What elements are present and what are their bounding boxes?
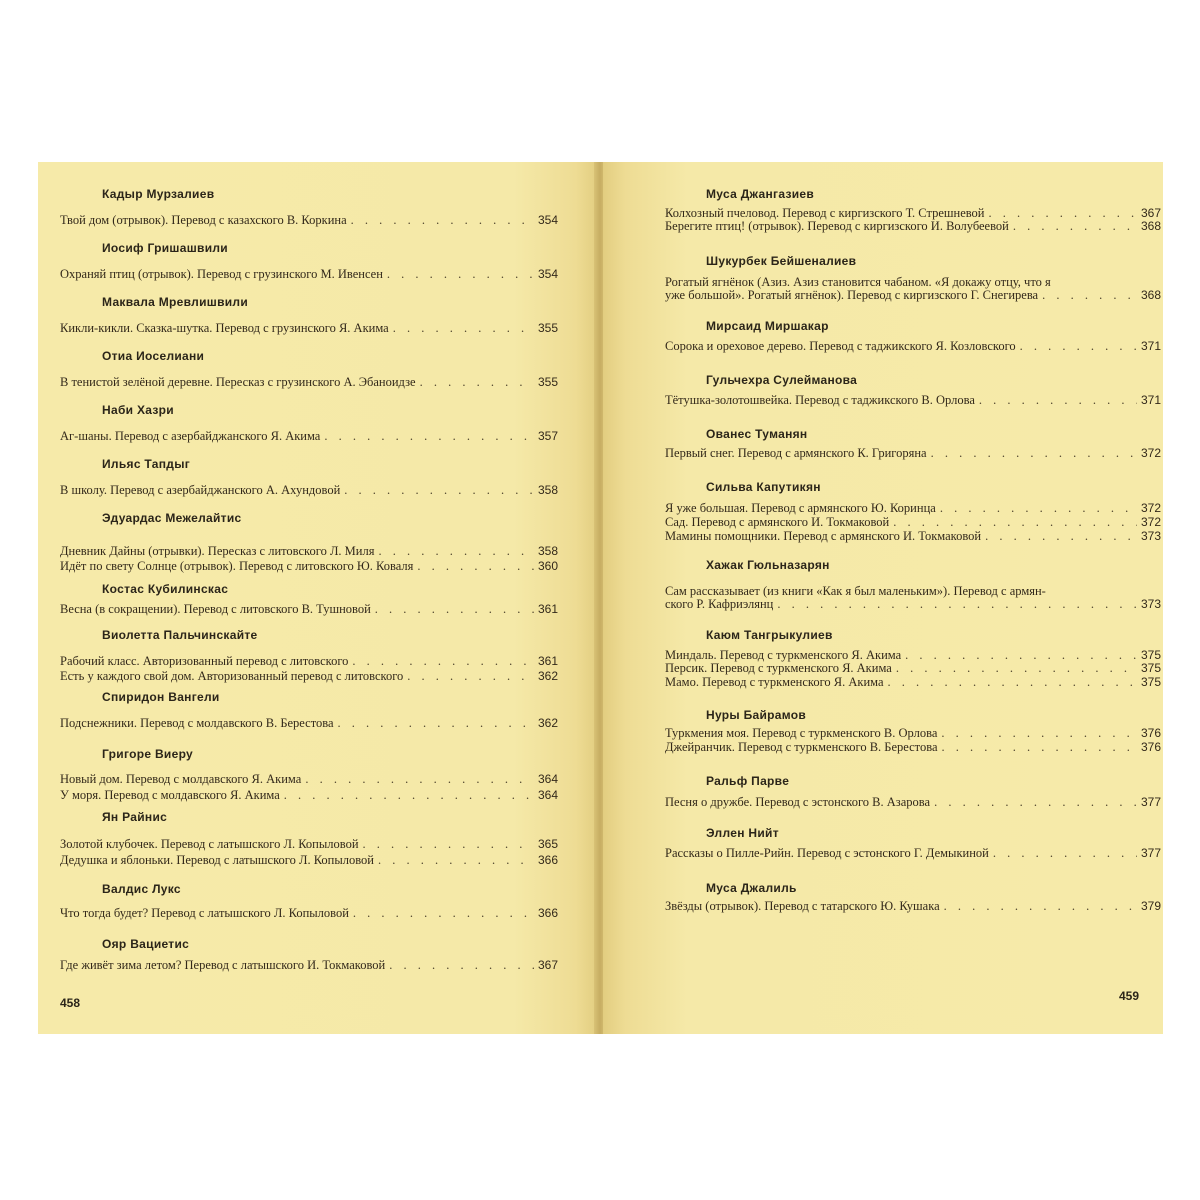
toc-entry [60,907,558,920]
dot-leader [393,322,534,335]
toc-entry [665,530,1161,543]
author-name: Григоре Виеру [102,747,194,761]
dot-leader [905,649,1137,662]
dot-leader [284,789,534,802]
dot-leader [387,268,534,281]
author-name: Отиа Иоселиани [102,349,205,363]
author-name: Иосиф Гришашвили [102,241,228,255]
toc-entry [60,854,558,867]
entry-title: Миндаль. Перевод с туркменского Я. Акима [665,648,902,662]
entry-title: Охраняй птиц (отрывок). Перевод с грузинского М. Ивенсен [60,267,383,281]
author-name: Виолетта Пальчинскайте [102,628,258,642]
entry-title: Сам рассказывает (из книги «Как я был маленьким»). Перевод с армян- [665,584,1046,598]
author-name: Эллен Нийт [706,826,779,840]
toc-entry [60,376,558,389]
entry-page-number: 358 [537,544,558,558]
entry-title: Мамо. Перевод с туркменского Я. Акима [665,675,884,689]
dot-leader [389,959,534,972]
toc-entry [665,676,1161,689]
dot-leader [417,560,534,573]
author-name: Наби Хазри [102,403,174,417]
dot-leader [375,603,534,616]
entry-title: Есть у каждого свой дом. Авторизованный перевод с литовского [60,669,404,683]
entry-title: Туркмения моя. Перевод с туркменского В. Орлова [665,726,938,740]
dot-leader [934,796,1137,809]
toc-entry [665,741,1161,754]
entry-page-number: 377 [1140,795,1161,809]
entry-page-number: 372 [1140,501,1161,515]
entry-title: Идёт по свету Солнце (отрывок). Перевод с литовского Ю. Коваля [60,559,414,573]
toc-entry [60,717,558,730]
dot-leader [1020,340,1137,353]
toc-entry [60,268,558,281]
author-name: Эдуардас Межелайтис [102,511,242,525]
entry-page-number: 372 [1140,446,1161,460]
entry-page-number: 361 [537,654,558,668]
entry-title: Песня о дружбе. Перевод с эстонского В. Азарова [665,795,931,809]
entry-page-number: 376 [1140,726,1161,740]
entry-title: Твой дом (отрывок). Перевод с казахского В. Коркина [60,213,347,227]
entry-title: уже большой». Рогатый ягнёнок). Перевод с киргизского Г. Снегирева [665,288,1039,302]
dot-leader [1042,289,1137,302]
entry-page-number: 354 [537,213,558,227]
page-number: 459 [1119,989,1140,1003]
entry-page-number: 371 [1140,393,1161,407]
entry-title: Персик. Перевод с туркменского Я. Акима [665,661,892,675]
dot-leader [407,670,534,683]
dot-leader [888,676,1137,689]
entry-title: Сад. Перевод с армянского И. Токмаковой [665,515,890,529]
entry-title: Что тогда будет? Перевод с латышского Л. Копыловой [60,906,349,920]
toc-entry [665,502,1161,515]
author-name: Гульчехра Сулейманова [706,373,858,387]
entry-page-number: 360 [537,559,558,573]
left-page [38,162,598,1034]
toc-entry [60,959,558,972]
entry-page-number: 358 [537,483,558,497]
entry-page-number: 372 [1140,515,1161,529]
entry-page-number: 368 [1140,219,1161,233]
dot-leader [353,907,534,920]
dot-leader [896,662,1137,675]
entry-title: Весна (в сокращении). Перевод с литовского В. Тушновой [60,602,371,616]
entry-title: Новый дом. Перевод с молдавского Я. Акима [60,772,302,786]
dot-leader [942,741,1137,754]
dot-leader [352,655,534,668]
dot-leader [944,900,1137,913]
entry-title: Мамины помощники. Перевод с армянского И. Токмаковой [665,529,982,543]
author-name: Нуры Байрамов [706,708,807,722]
entry-page-number: 367 [537,958,558,972]
toc-entry [60,838,558,851]
entry-title: Берегите птиц! (отрывок). Перевод с киргизского И. Волубеевой [665,219,1009,233]
dot-leader [985,530,1137,543]
entry-title: Сорока и ореховое дерево. Перевод с таджикского Я. Козловского [665,339,1016,353]
open-book-spread [38,162,1163,1034]
author-name: Ян Райнис [102,810,168,824]
author-name: Ильяс Тапдыг [102,457,191,471]
entry-title: Аг-шаны. Перевод с азербайджанского Я. Акима [60,429,321,443]
toc-entry [665,662,1161,675]
toc-entry [60,655,558,668]
entry-title: Тётушка-золотошвейка. Перевод с таджикского В. Орлова [665,393,975,407]
dot-leader [378,545,534,558]
entry-page-number: 368 [1140,288,1161,302]
author-name: Ованес Туманян [706,427,808,441]
entry-title: У моря. Перевод с молдавского Я. Акима [60,788,280,802]
dot-leader [989,207,1137,220]
entry-title: ского Р. Кафриэлянц [665,597,774,611]
author-name: Ояр Вациетис [102,937,190,951]
entry-page-number: 379 [1140,899,1161,913]
right-page [603,162,1163,1034]
author-name: Маквала Мревлишвили [102,295,249,309]
toc-entry [60,603,558,616]
entry-page-number: 375 [1140,675,1161,689]
entry-page-number: 362 [537,669,558,683]
entry-page-number: 364 [537,772,558,786]
author-name: Муса Джангазиев [706,187,815,201]
toc-entry [60,484,558,497]
dot-leader [338,717,534,730]
entry-title: Звёзды (отрывок). Перевод с татарского Ю. Кушака [665,899,940,913]
dot-leader [363,838,534,851]
toc-entry [665,220,1161,233]
entry-title: Подснежники. Перевод с молдавского В. Берестова [60,716,334,730]
entry-page-number: 377 [1140,846,1161,860]
author-name: Сильва Капутикян [706,480,821,494]
author-name: Кадыр Мурзалиев [102,187,215,201]
entry-page-number: 376 [1140,740,1161,754]
toc-entry [665,447,1161,460]
toc-entry [665,394,1161,407]
dot-leader [305,773,534,786]
entry-title: Золотой клубочек. Перевод с латышского Л. Копыловой [60,837,359,851]
toc-entry [665,796,1161,809]
toc-entry [665,585,1161,611]
toc-entry [665,516,1161,529]
dot-leader [993,847,1137,860]
toc-entry [60,214,558,227]
entry-page-number: 362 [537,716,558,730]
dot-leader [351,214,534,227]
entry-page-number: 364 [537,788,558,802]
entry-page-number: 367 [1140,206,1161,220]
toc-entry [665,340,1161,353]
author-name: Мирсаид Миршакар [706,319,829,333]
dot-leader [893,516,1137,529]
entry-page-number: 371 [1140,339,1161,353]
dot-leader [1013,220,1137,233]
entry-page-number: 375 [1140,661,1161,675]
entry-page-number: 366 [537,853,558,867]
entry-title: Колхозный пчеловод. Перевод с киргизского Т. Стрешневой [665,206,985,220]
dot-leader [344,484,534,497]
entry-page-number: 355 [537,321,558,335]
page-number: 458 [60,996,81,1010]
author-name: Валдис Лукс [102,882,181,896]
toc-entry [665,727,1161,740]
entry-page-number: 373 [1140,529,1161,543]
toc-entry [60,322,558,335]
author-name: Ральф Парве [706,774,790,788]
author-name: Хажак Гюльназарян [706,558,830,572]
author-name: Каюм Тангрыкулиев [706,628,833,642]
entry-page-number: 361 [537,602,558,616]
toc-entry [665,276,1161,302]
toc-entry [60,430,558,443]
entry-page-number: 373 [1140,597,1161,611]
dot-leader [931,447,1137,460]
dot-leader [940,502,1137,515]
entry-page-number: 365 [537,837,558,851]
entry-title: Дневник Дайны (отрывки). Пересказ с литовского Л. Миля [60,544,375,558]
dot-leader [378,854,534,867]
author-name: Спиридон Вангели [102,690,220,704]
toc-entry [60,560,558,573]
author-name: Костас Кубилинскас [102,582,229,596]
toc-entry [60,670,558,683]
toc-entry [60,789,558,802]
dot-leader [324,430,534,443]
entry-title: Я уже большая. Перевод с армянского Ю. Коринца [665,501,936,515]
entry-title: Дедушка и яблоньки. Перевод с латышского Л. Копыловой [60,853,374,867]
entry-title: Первый снег. Перевод с армянского К. Григоряна [665,446,927,460]
toc-entry [665,900,1161,913]
author-name: Муса Джалиль [706,881,797,895]
entry-page-number: 355 [537,375,558,389]
dot-leader [941,727,1137,740]
dot-leader [777,598,1137,611]
entry-page-number: 366 [537,906,558,920]
toc-entry [60,773,558,786]
entry-title: Джейранчик. Перевод с туркменского В. Берестова [665,740,938,754]
entry-title: Где живёт зима летом? Перевод с латышского И. Токмаковой [60,958,386,972]
dot-leader [420,376,534,389]
entry-title: Кикли-кикли. Сказка-шутка. Перевод с грузинского Я. Акима [60,321,389,335]
entry-title: Рассказы о Пилле-Рийн. Перевод с эстонского Г. Демыкиной [665,846,989,860]
entry-title: В школу. Перевод с азербайджанского А. Ахундовой [60,483,341,497]
entry-page-number: 357 [537,429,558,443]
author-name: Шукурбек Бейшеналиев [706,254,857,268]
entry-title: Рогатый ягнёнок (Азиз. Азиз становится чабаном. «Я докажу отцу, что я [665,275,1051,289]
entry-page-number: 375 [1140,648,1161,662]
entry-page-number: 354 [537,267,558,281]
dot-leader [979,394,1137,407]
toc-entry [665,847,1161,860]
entry-title: В тенистой зелёной деревне. Пересказ с грузинского А. Эбаноидзе [60,375,416,389]
entry-title: Рабочий класс. Авторизованный перевод с литовского [60,654,349,668]
toc-entry [60,545,558,558]
